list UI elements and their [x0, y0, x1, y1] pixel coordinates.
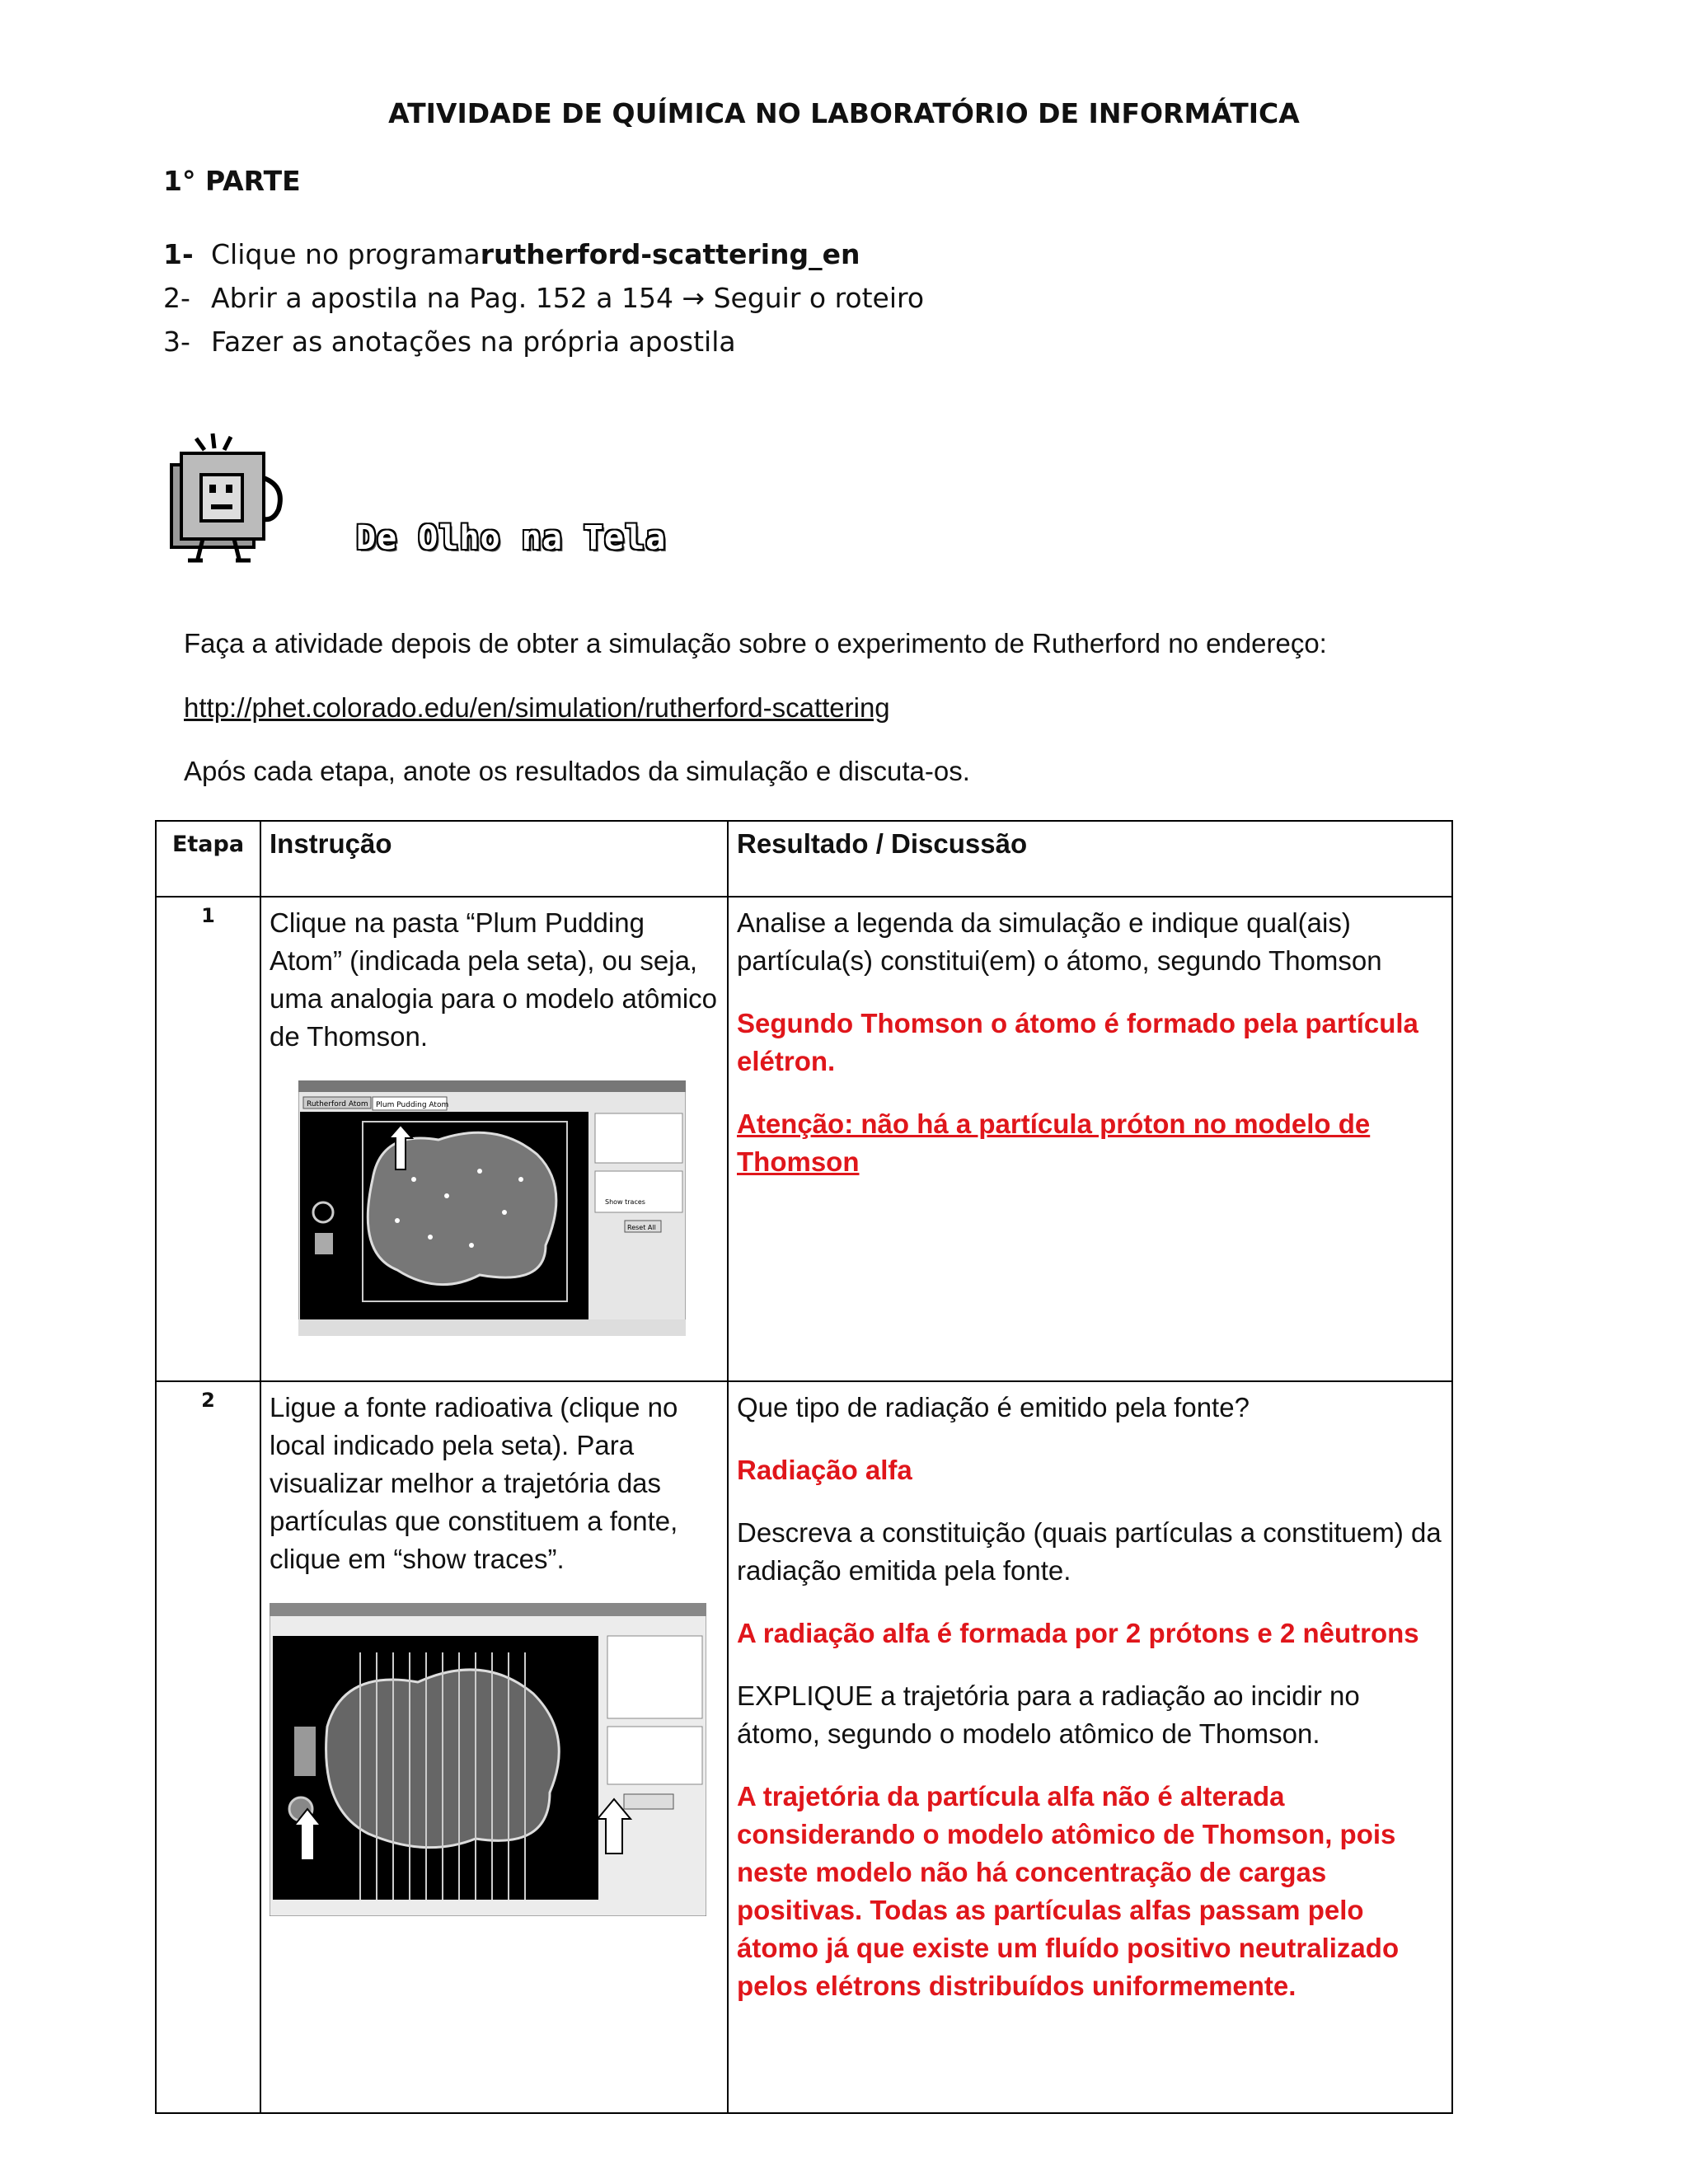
header-resultado: Resultado / Discussão	[728, 821, 1452, 897]
activity-table	[155, 820, 1453, 2114]
answer-text: Segundo Thomson o átomo é formado pela partícula elétron.	[737, 1008, 1418, 1076]
etapa-number: 1	[156, 897, 260, 1381]
question-text: Que tipo de radiação é emitido pela fonte?	[737, 1392, 1250, 1422]
step-item	[163, 320, 924, 363]
step-text: Abrir a apostila na Pag. 152 a 154 → Seguir o roteiro	[211, 282, 925, 314]
simulation-screenshot-plum-pudding	[298, 1080, 686, 1336]
table-header-row	[156, 821, 1452, 897]
step-number: 1-	[163, 238, 194, 270]
question-text: EXPLIQUE a trajetória para a radiação ao incidir no átomo, segundo o modelo atômico de Thomson.	[737, 1680, 1360, 1749]
table-row	[156, 897, 1452, 1381]
header-instrucao: Instrução	[260, 821, 728, 897]
answer-text: Radiação alfa	[737, 1455, 912, 1485]
attention-note: Atenção: não há a partícula próton no modelo de Thomson	[737, 1108, 1371, 1177]
etapa-number: 2	[156, 1381, 260, 2113]
mug-mascot-icon	[163, 429, 287, 569]
tab-plum-pudding-atom: Plum Pudding Atom	[376, 1101, 449, 1109]
answer-text: A radiação alfa é formada por 2 prótons e 2 nêutrons	[737, 1618, 1419, 1648]
banner-title: De Olho na Tela	[356, 519, 667, 557]
result-cell	[728, 1381, 1452, 2113]
step-text: Clique no programa	[211, 238, 481, 270]
simulation-screenshot-traces	[270, 1603, 706, 1916]
answer-text: A trajetória da partícula alfa não é alterada considerando o modelo atômico de Thomson, pois neste modelo não há concentração de cargas positivas. Todas as partículas alfas passam pelo átomo já que existe um fluído positivo neutralizado pelos elétrons distribuídos uniformemente.	[737, 1781, 1400, 2001]
step-item	[163, 232, 924, 276]
instruction-text: Após cada etapa, anote os resultados da simulação e discuta-os.	[184, 756, 970, 786]
simulation-link[interactable]: http://phet.colorado.edu/en/simulation/rutherford-scattering	[184, 692, 890, 723]
part-title: 1° PARTE	[163, 165, 301, 197]
question-text: Descreva a constituição (quais partículas a constituem) da radiação emitida pela fonte.	[737, 1517, 1442, 1586]
table-row	[156, 1381, 1452, 2113]
intro-text: Faça a atividade depois de obter a simulação sobre o experimento de Rutherford no endereço:	[184, 628, 1327, 658]
step-number: 2-	[163, 282, 190, 314]
reset-all-label: Reset All	[627, 1224, 656, 1231]
instruction-cell	[260, 1381, 728, 2113]
instruction-cell	[260, 897, 728, 1381]
instruction-text: Clique na pasta “Plum Pudding Atom” (indicada pela seta), ou seja, uma analogia para o modelo atômico de Thomson.	[270, 907, 718, 1052]
tab-rutherford-atom: Rutherford Atom	[307, 1100, 368, 1108]
step-text: Fazer as anotações na própria apostila	[211, 326, 736, 358]
program-name: rutherford-scattering_en	[480, 238, 860, 270]
result-cell	[728, 897, 1452, 1381]
question-text: Analise a legenda da simulação e indique qual(ais) partícula(s) constitui(em) o átomo, segundo Thomson	[737, 907, 1382, 976]
instruction-text: Ligue a fonte radioativa (clique no local indicado pela seta). Para visualizar melhor a trajetória das partículas que constituem a fonte, clique em “show traces”.	[270, 1392, 678, 1574]
document-title: ATIVIDADE DE QUÍMICA NO LABORATÓRIO DE INFORMÁTICA	[388, 97, 1300, 129]
show-traces-label: Show traces	[605, 1198, 645, 1206]
step-item	[163, 276, 924, 320]
header-etapa: Etapa	[156, 821, 260, 897]
steps-list	[163, 232, 924, 363]
step-number: 3-	[163, 326, 190, 358]
